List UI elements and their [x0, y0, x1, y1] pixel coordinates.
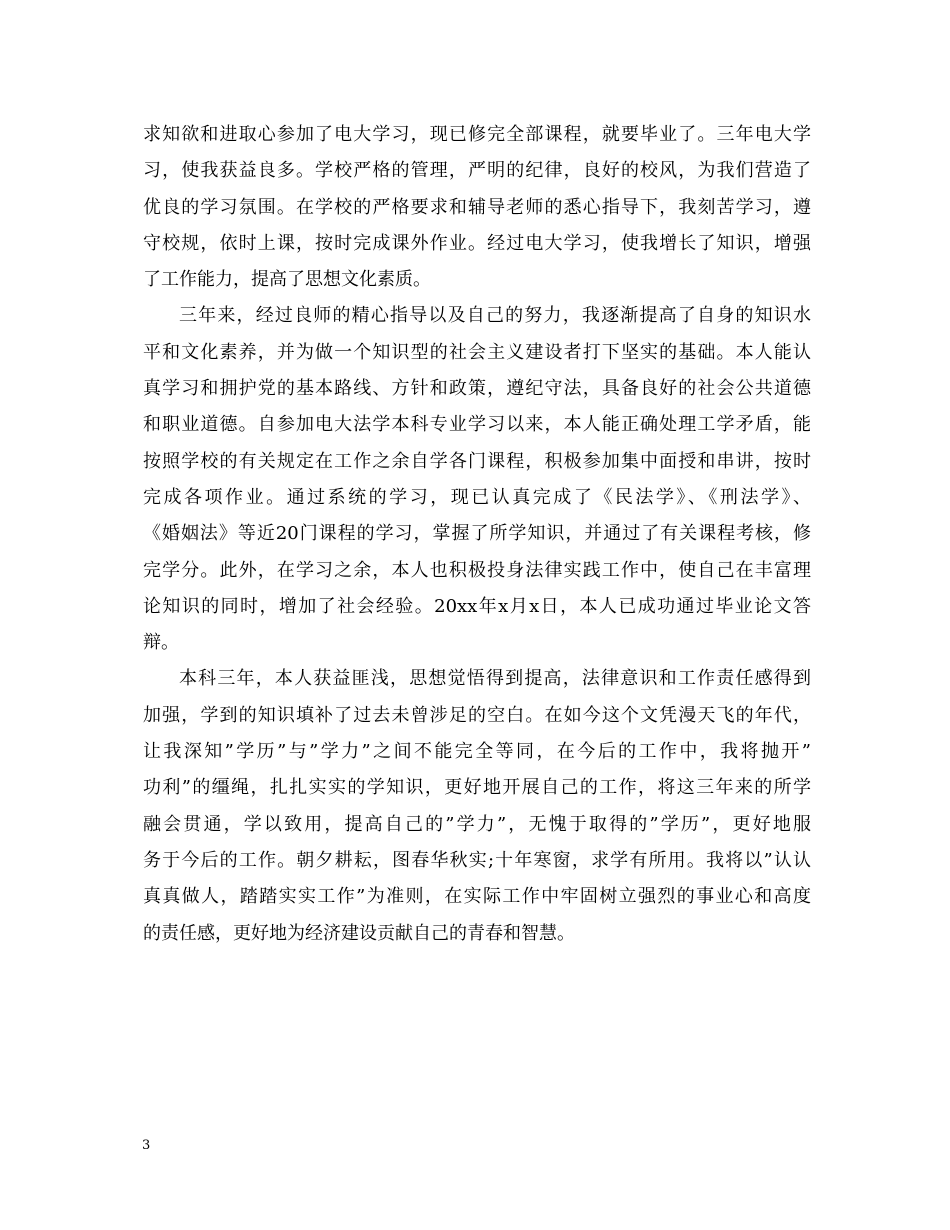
- paragraph-line: 完成各项作业。通过系统的学习，现已认真完成了《民法学》、《刑法学》、: [143, 486, 811, 508]
- paragraph-line: 守校规，依时上课，按时完成课外作业。经过电大学习，使我增长了知识，增强: [143, 232, 811, 254]
- paragraph-line: 真真做人，踏踏实实工作”为准则，在实际工作中牢固树立强烈的事业心和高度: [143, 886, 811, 908]
- paragraph-line: 务于今后的工作。朝夕耕耘，图春华秋实;十年寒窗，求学有所用。我将以”认认: [143, 849, 811, 871]
- paragraph-line: 让我深知”学历”与”学力”之间不能完全等同，在今后的工作中，我将抛开”: [143, 741, 811, 763]
- page-number: 3: [142, 1138, 151, 1153]
- paragraph-line: 辩。: [143, 632, 179, 654]
- paragraph-line: 融会贯通，学以致用，提高自己的”学力”，无愧于取得的”学历”，更好地服: [143, 813, 811, 835]
- paragraph-line: 加强，学到的知识填补了过去未曾涉足的空白。在如今这个文凭漫天飞的年代，: [143, 704, 811, 726]
- paragraph-line: 按照学校的有关规定在工作之余自学各门课程，积极参加集中面授和串讲，按时: [143, 450, 811, 472]
- paragraph-line: 优良的学习氛围。在学校的严格要求和辅导老师的悉心指导下，我刻苦学习，遵: [143, 196, 811, 218]
- paragraph-line: 完学分。此外，在学习之余，本人也积极投身法律实践工作中，使自己在丰富理: [143, 559, 811, 581]
- paragraph-line: 的责任感，更好地为经济建设贡献自己的青春和智慧。: [143, 922, 575, 944]
- paragraph-line: 本科三年，本人获益匪浅，思想觉悟得到提高，法律意识和工作责任感得到: [179, 668, 811, 690]
- body-text: [143, 117, 811, 952]
- paragraph-line: 习，使我获益良多。学校严格的管理，严明的纪律，良好的校风，为我们营造了: [143, 160, 811, 182]
- paragraph-line: 和职业道德。自参加电大法学本科专业学习以来，本人能正确处理工学矛盾，能: [143, 414, 811, 436]
- paragraph-line: 论知识的同时，增加了社会经验。20xx年x月x日，本人已成功通过毕业论文答: [143, 595, 811, 617]
- paragraph-line: 了工作能力，提高了思想文化素质。: [143, 269, 431, 291]
- paragraph-line: 求知欲和进取心参加了电大学习，现已修完全部课程，就要毕业了。三年电大学: [143, 124, 811, 145]
- paragraph-line: 功利”的缰绳，扎扎实实的学知识，更好地开展自己的工作，将这三年来的所学: [143, 777, 811, 799]
- paragraph-line: 平和文化素养，并为做一个知识型的社会主义建设者打下坚实的基础。本人能认: [143, 341, 811, 363]
- paragraph-line: 《婚姻法》等近20门课程的学习，掌握了所学知识，并通过了有关课程考核，修: [143, 523, 811, 545]
- paragraph-line: 真学习和拥护党的基本路线、方针和政策，遵纪守法，具备良好的社会公共道德: [143, 378, 811, 400]
- paragraph-line: 三年来，经过良师的精心指导以及自己的努力，我逐渐提高了自身的知识水: [179, 305, 811, 327]
